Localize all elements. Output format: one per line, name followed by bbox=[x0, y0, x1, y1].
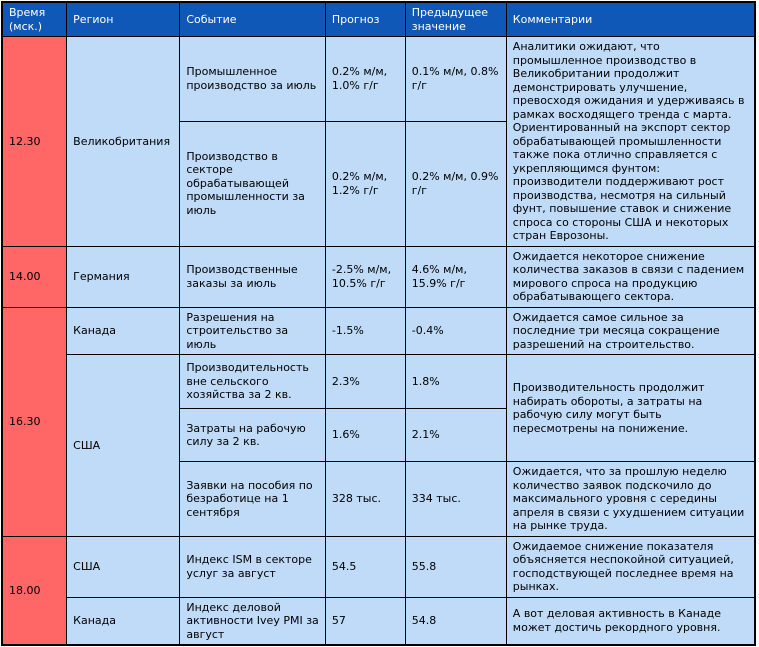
previous-cell-germany-factory-orders: 4.6% м/м, 15.9% г/г bbox=[405, 246, 506, 307]
region-cell-canada-ivey: Канада bbox=[67, 597, 180, 645]
previous-cell-uk-industrial-production: 0.1% м/м, 0.8% г/г bbox=[405, 37, 506, 122]
previous-cell-canada-ivey-pmi: 54.8 bbox=[405, 597, 506, 645]
previous-cell-usa-ism-services: 55.8 bbox=[405, 536, 506, 597]
comment-cell-germany: Ожидается некоторое снижение количества заказов в связи с падением мирового спроса на продукцию обрабатывающего сектора. bbox=[506, 246, 755, 307]
event-cell-uk-industrial-production: Промышленное производство за июль bbox=[180, 37, 326, 122]
comment-cell-usa-ism-services: Ожидаемое снижение показателя объясняется неспокойной ситуацией, господствующей последнее время на рынках. bbox=[506, 536, 755, 597]
previous-cell-usa-jobless-claims: 334 тыс. bbox=[405, 462, 506, 537]
table-row bbox=[2, 307, 755, 355]
region-cell-usa-1630: США bbox=[67, 355, 180, 537]
forecast-cell-canada-building-permits: -1.5% bbox=[325, 307, 405, 355]
event-cell-uk-manufacturing: Производство в секторе обрабатывающей промышленности за июль bbox=[180, 121, 326, 246]
forecast-cell-germany-factory-orders: -2.5% м/м, 10.5% г/г bbox=[325, 246, 405, 307]
event-cell-usa-labor-costs: Затраты на рабочую силу за 2 кв. bbox=[180, 409, 326, 462]
event-cell-germany-factory-orders: Производственные заказы за июль bbox=[180, 246, 326, 307]
forecast-cell-usa-jobless-claims: 328 тыс. bbox=[325, 462, 405, 537]
region-cell-usa-1800: США bbox=[67, 536, 180, 597]
region-cell-uk: Великобритания bbox=[67, 37, 180, 247]
table-row bbox=[2, 37, 755, 122]
region-cell-canada-permits: Канада bbox=[67, 307, 180, 355]
comment-cell-canada-building-permits: Ожидается самое сильное за последние три месяца сокращение разрешений на строительство. bbox=[506, 307, 755, 355]
forecast-cell-usa-labor-costs: 1.6% bbox=[325, 409, 405, 462]
header-cell-region: Регион bbox=[67, 2, 180, 37]
table-row bbox=[2, 355, 755, 409]
forecast-cell-usa-productivity: 2.3% bbox=[325, 355, 405, 409]
time-cell-1400: 14.00 bbox=[2, 246, 67, 307]
event-cell-usa-productivity: Производительность вне сельского хозяйства за 2 кв. bbox=[180, 355, 326, 409]
event-cell-canada-ivey-pmi: Индекс деловой активности Ivey PMI за август bbox=[180, 597, 326, 645]
comment-cell-uk: Аналитики ожидают, что промышленное производство в Великобритании продолжит демонстрировать улучшение, превосходя ожидания и удерживаясь в рамках восходящего тренда с марта. Ориентированный на экспорт сектор обрабатывающей промышленности также пока отлично справляется с укрепляющимся фунтом: производители поддерживают рост производства, несмотря на сильный фунт, повышение ставок и снижение спроса со стороны США и некоторых стран Еврозоны. bbox=[506, 37, 755, 247]
comment-cell-usa-productivity: Производительность продолжит набирать обороты, а затраты на рабочую силу могут быть пересмотрены на понижение. bbox=[506, 355, 755, 462]
time-cell-1800: 18.00 bbox=[2, 536, 67, 645]
economic-calendar-table bbox=[1, 1, 756, 646]
region-cell-germany: Германия bbox=[67, 246, 180, 307]
table-row bbox=[2, 597, 755, 645]
forecast-cell-uk-industrial-production: 0.2% м/м, 1.0% г/г bbox=[325, 37, 405, 122]
forecast-cell-usa-ism-services: 54.5 bbox=[325, 536, 405, 597]
header-cell-previous: Предыдущее значение bbox=[405, 2, 506, 37]
comment-cell-canada-ivey-pmi: А вот деловая активность в Канаде может достичь рекордного уровня. bbox=[506, 597, 755, 645]
table-row bbox=[2, 536, 755, 597]
time-cell-1230: 12.30 bbox=[2, 37, 67, 247]
previous-cell-usa-productivity: 1.8% bbox=[405, 355, 506, 409]
forecast-cell-canada-ivey-pmi: 57 bbox=[325, 597, 405, 645]
header-cell-forecast: Прогноз bbox=[325, 2, 405, 37]
event-cell-canada-building-permits: Разрешения на строительство за июль bbox=[180, 307, 326, 355]
comment-cell-usa-jobless-claims: Ожидается, что за прошлую неделю количество заявок подскочило до максимального уровня с середины апреля в связи с ухудшением ситуации на рынке труда. bbox=[506, 462, 755, 537]
header-row bbox=[2, 2, 755, 37]
previous-cell-usa-labor-costs: 2.1% bbox=[405, 409, 506, 462]
time-cell-1630: 16.30 bbox=[2, 307, 67, 536]
header-cell-event: Событие bbox=[180, 2, 326, 37]
event-cell-usa-jobless-claims: Заявки на пособия по безработице на 1 сентября bbox=[180, 462, 326, 537]
previous-cell-uk-manufacturing: 0.2% м/м, 0.9% г/г bbox=[405, 121, 506, 246]
header-cell-comments: Комментарии bbox=[506, 2, 755, 37]
header-cell-time: Время (мск.) bbox=[2, 2, 67, 37]
previous-cell-canada-building-permits: -0.4% bbox=[405, 307, 506, 355]
event-cell-usa-ism-services: Индекс ISM в секторе услуг за август bbox=[180, 536, 326, 597]
table-row bbox=[2, 246, 755, 307]
forecast-cell-uk-manufacturing: 0.2% м/м, 1.2% г/г bbox=[325, 121, 405, 246]
